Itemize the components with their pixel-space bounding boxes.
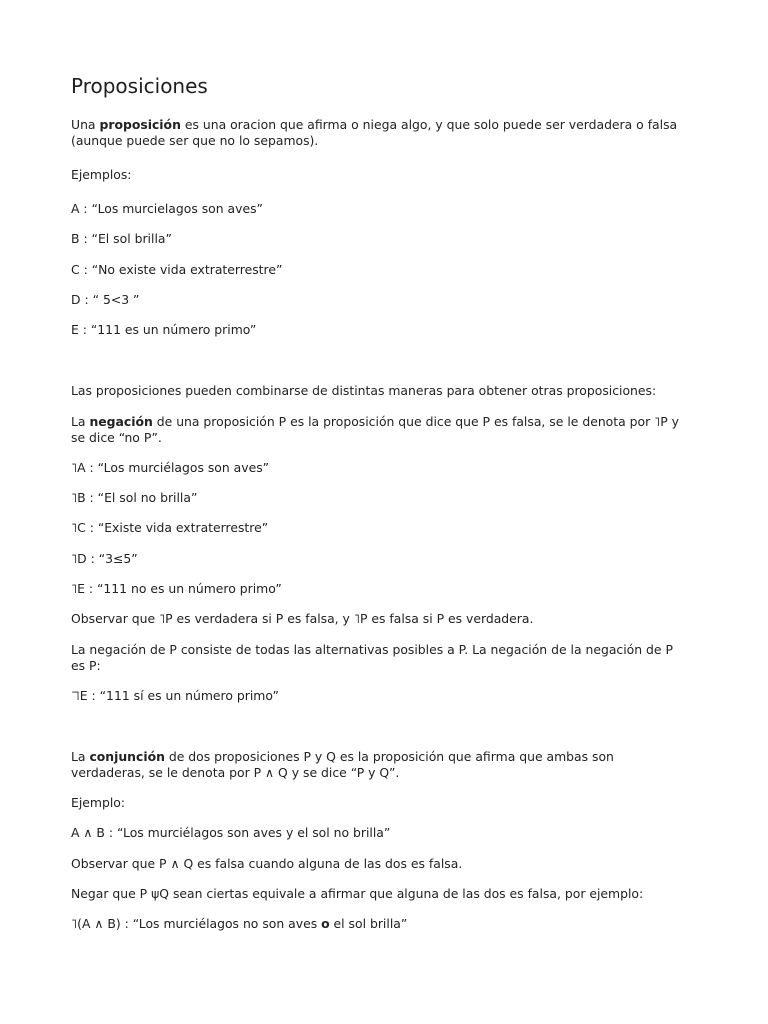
proposicion-definition-line-1	[71, 117, 677, 133]
text-run: La	[71, 749, 90, 764]
text-run: el sol brilla”	[329, 916, 408, 931]
ejemplos-label: Ejemplos:	[71, 167, 132, 182]
neg-example-c: ˥C : “Existe vida extraterrestre”	[71, 520, 269, 535]
conjuncion-definition-line-2: verdaderas, se le denota por P ∧ Q y se dice “P y Q”.	[71, 765, 400, 780]
neg-example-d: ˥D : “3≤5”	[71, 551, 138, 566]
negacion-definition-line-1	[71, 414, 679, 430]
bold-word-o: o	[321, 916, 330, 931]
text-run: Una	[71, 117, 100, 132]
observar-conjunction: Observar que P ∧ Q es falsa cuando alguna de las dos es falsa.	[71, 856, 463, 871]
text-run: La	[71, 414, 90, 429]
page-title: Proposiciones	[71, 74, 208, 98]
text-run: es una oracion que afirma o niega algo, y que solo puede ser verdadera o falsa	[180, 117, 678, 132]
example-b: B : “El sol brilla”	[71, 231, 172, 246]
proposicion-definition-line-2: (aunque puede ser que no lo sepamos).	[71, 133, 319, 148]
negated-conjunction-example	[71, 916, 407, 932]
combine-paragraph: Las proposiciones pueden combinarse de distintas maneras para obtener otras proposiciones:	[71, 383, 657, 398]
conjunction-example: A ∧ B : “Los murciélagos son aves y el sol no brilla”	[71, 825, 391, 840]
conjuncion-definition-line-1	[71, 749, 614, 765]
negar-paragraph: Negar que P ψQ sean ciertas equivale a afirmar que alguna de las dos es falsa, por ejemplo:	[71, 886, 644, 901]
text-run: ˥(A ∧ B) : “Los murciélagos no son aves	[71, 916, 322, 931]
example-e: E : “111 es un número primo”	[71, 322, 257, 337]
text-run: de una proposición P es la proposición que dice que P es falsa, se le denota por ˥P y	[152, 414, 679, 429]
bold-term-conjuncion: conjunción	[89, 749, 165, 764]
text-run: de dos proposiciones P y Q es la proposición que afirma que ambas son	[164, 749, 614, 764]
neg-example-b: ˥B : “El sol no brilla”	[71, 490, 198, 505]
negacion-definition-line-2: se dice “no P”.	[71, 430, 162, 445]
negacion-p-line-2: es P:	[71, 658, 101, 673]
example-d: D : “ 5<3 ”	[71, 292, 140, 307]
bold-term-proposicion: proposición	[99, 117, 181, 132]
bold-term-negacion: negación	[89, 414, 153, 429]
observar-negation: Observar que ˥P es verdadera si P es falsa, y ˥P es falsa si P es verdadera.	[71, 611, 534, 626]
double-negation-example: ˥˥E : “111 sí es un número primo”	[71, 688, 279, 703]
neg-example-a: ˥A : “Los murciélagos son aves”	[71, 460, 270, 475]
example-a: A : “Los murcielagos son aves”	[71, 201, 263, 216]
ejemplo-label: Ejemplo:	[71, 795, 126, 810]
example-c: C : “No existe vida extraterrestre”	[71, 262, 283, 277]
neg-example-e: ˥E : “111 no es un número primo”	[71, 581, 282, 596]
negacion-p-line-1: La negación de P consiste de todas las alternativas posibles a P. La negación de la negación de P	[71, 642, 673, 657]
